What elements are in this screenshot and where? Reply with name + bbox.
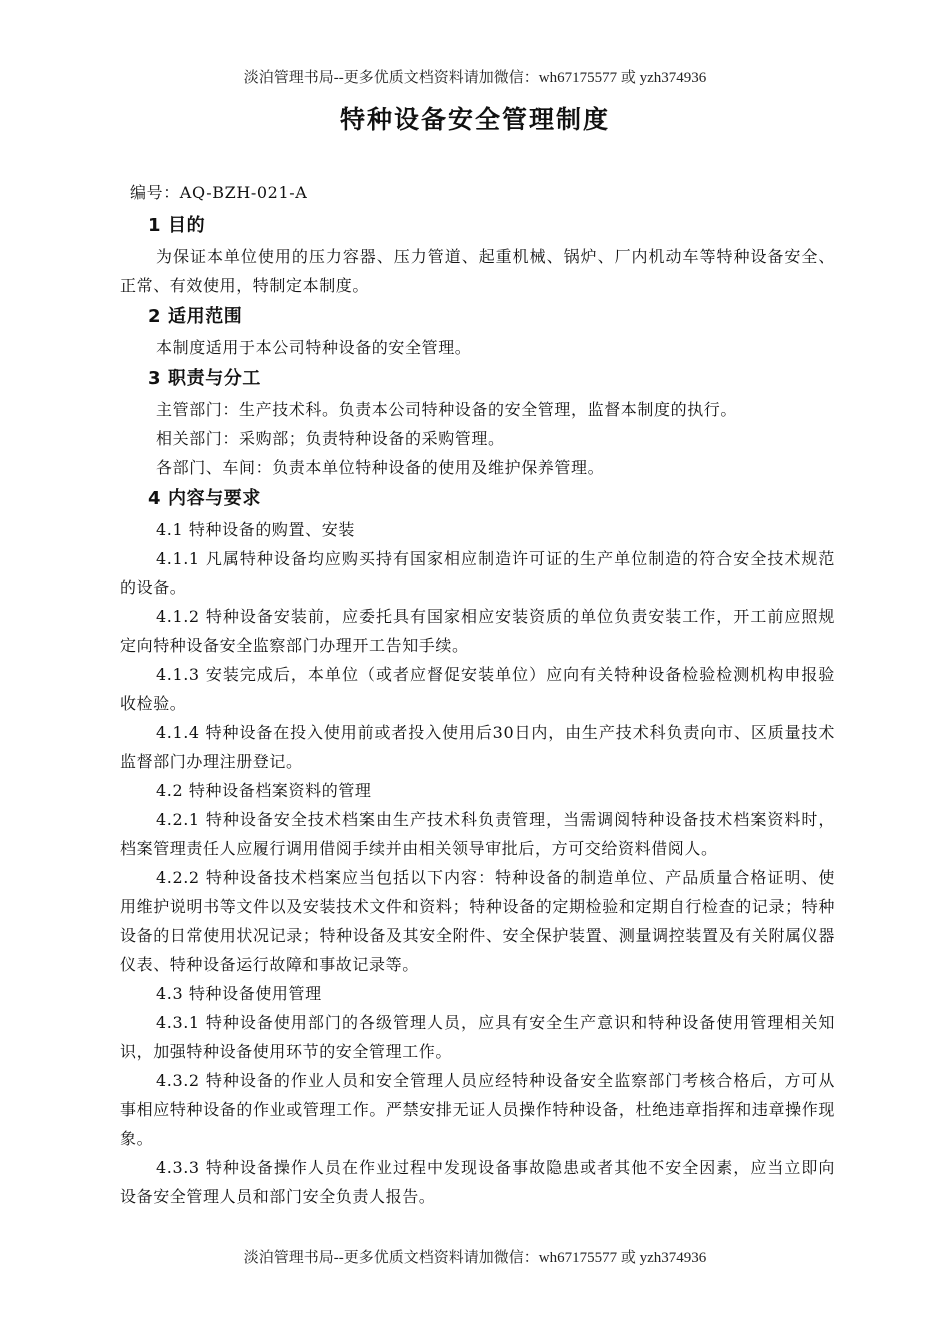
paragraph: 4.2.2 特种设备技术档案应当包括以下内容：特种设备的制造单位、产品质量合格证明、使用维护说明书等文件以及安装技术文件和资料；特种设备的定期检验和定期自行检查的记录；特种设备的日常使用状况记录；特种设备及其安全附件、安全保护装置、测量调控装置及有关附属仪器仪表、特种设备运行故障和事故记录等。 (120, 868, 835, 974)
subsection-heading: 4.2 特种设备档案资料的管理 (156, 781, 372, 800)
paragraph: 为保证本单位使用的压力容器、压力管道、起重机械、锅炉、厂内机动车等特种设备安全、正常、有效使用，特制定本制度。 (120, 247, 835, 295)
page-header: 淡泊管理书局--更多优质文档资料请加微信：wh67175577 或 yzh374936 (243, 70, 707, 86)
paragraph: 主管部门：生产技术科。负责本公司特种设备的安全管理，监督本制度的执行。 (156, 400, 738, 419)
paragraph: 4.1.2 特种设备安装前，应委托具有国家相应安装资质的单位负责安装工作，开工前应照规定向特种设备安全监察部门办理开工告知手续。 (120, 607, 835, 655)
paragraph: 4.1.4 特种设备在投入使用前或者投入使用后30日内，由生产技术科负责向市、区质量技术监督部门办理注册登记。 (120, 723, 835, 771)
section-heading-content: 4 内容与要求 (148, 488, 261, 509)
paragraph: 4.3.1 特种设备使用部门的各级管理人员，应具有安全生产意识和特种设备使用管理相关知识，加强特种设备使用环节的安全管理工作。 (120, 1013, 835, 1061)
paragraph: 本制度适用于本公司特种设备的安全管理。 (156, 338, 472, 357)
paragraph: 4.1.1 凡属特种设备均应购买持有国家相应制造许可证的生产单位制造的符合安全技术规范的设备。 (120, 549, 835, 597)
document-number: 编号：AQ-BZH-021-A (130, 183, 308, 202)
subsection-heading: 4.3 特种设备使用管理 (156, 984, 322, 1003)
section-heading-purpose: 1 目的 (148, 215, 206, 236)
paragraph: 相关部门：采购部；负责特种设备的采购管理。 (156, 429, 505, 448)
paragraph: 4.2.1 特种设备安全技术档案由生产技术科负责管理，当需调阅特种设备技术档案资料时，档案管理责任人应履行调用借阅手续并由相关领导审批后，方可交给资料借阅人。 (120, 810, 835, 858)
section-heading-responsibilities: 3 职责与分工 (148, 368, 261, 389)
paragraph: 4.1.3 安装完成后，本单位（或者应督促安装单位）应向有关特种设备检验检测机构申报验收检验。 (120, 665, 835, 713)
document-title: 特种设备安全管理制度 (339, 105, 610, 134)
page-footer: 淡泊管理书局--更多优质文档资料请加微信：wh67175577 或 yzh374936 (243, 1250, 707, 1266)
paragraph: 4.3.3 特种设备操作人员在作业过程中发现设备事故隐患或者其他不安全因素，应当立即向设备安全管理人员和部门安全负责人报告。 (120, 1158, 835, 1206)
paragraph: 4.3.2 特种设备的作业人员和安全管理人员应经特种设备安全监察部门考核合格后，方可从事相应特种设备的作业或管理工作。严禁安排无证人员操作特种设备，杜绝违章指挥和违章操作现象。 (120, 1071, 835, 1148)
document-body (120, 178, 835, 1211)
paragraph: 各部门、车间：负责本单位特种设备的使用及维护保养管理。 (156, 458, 605, 477)
section-heading-scope: 2 适用范围 (148, 306, 243, 327)
subsection-heading: 4.1 特种设备的购置、安装 (156, 520, 355, 539)
